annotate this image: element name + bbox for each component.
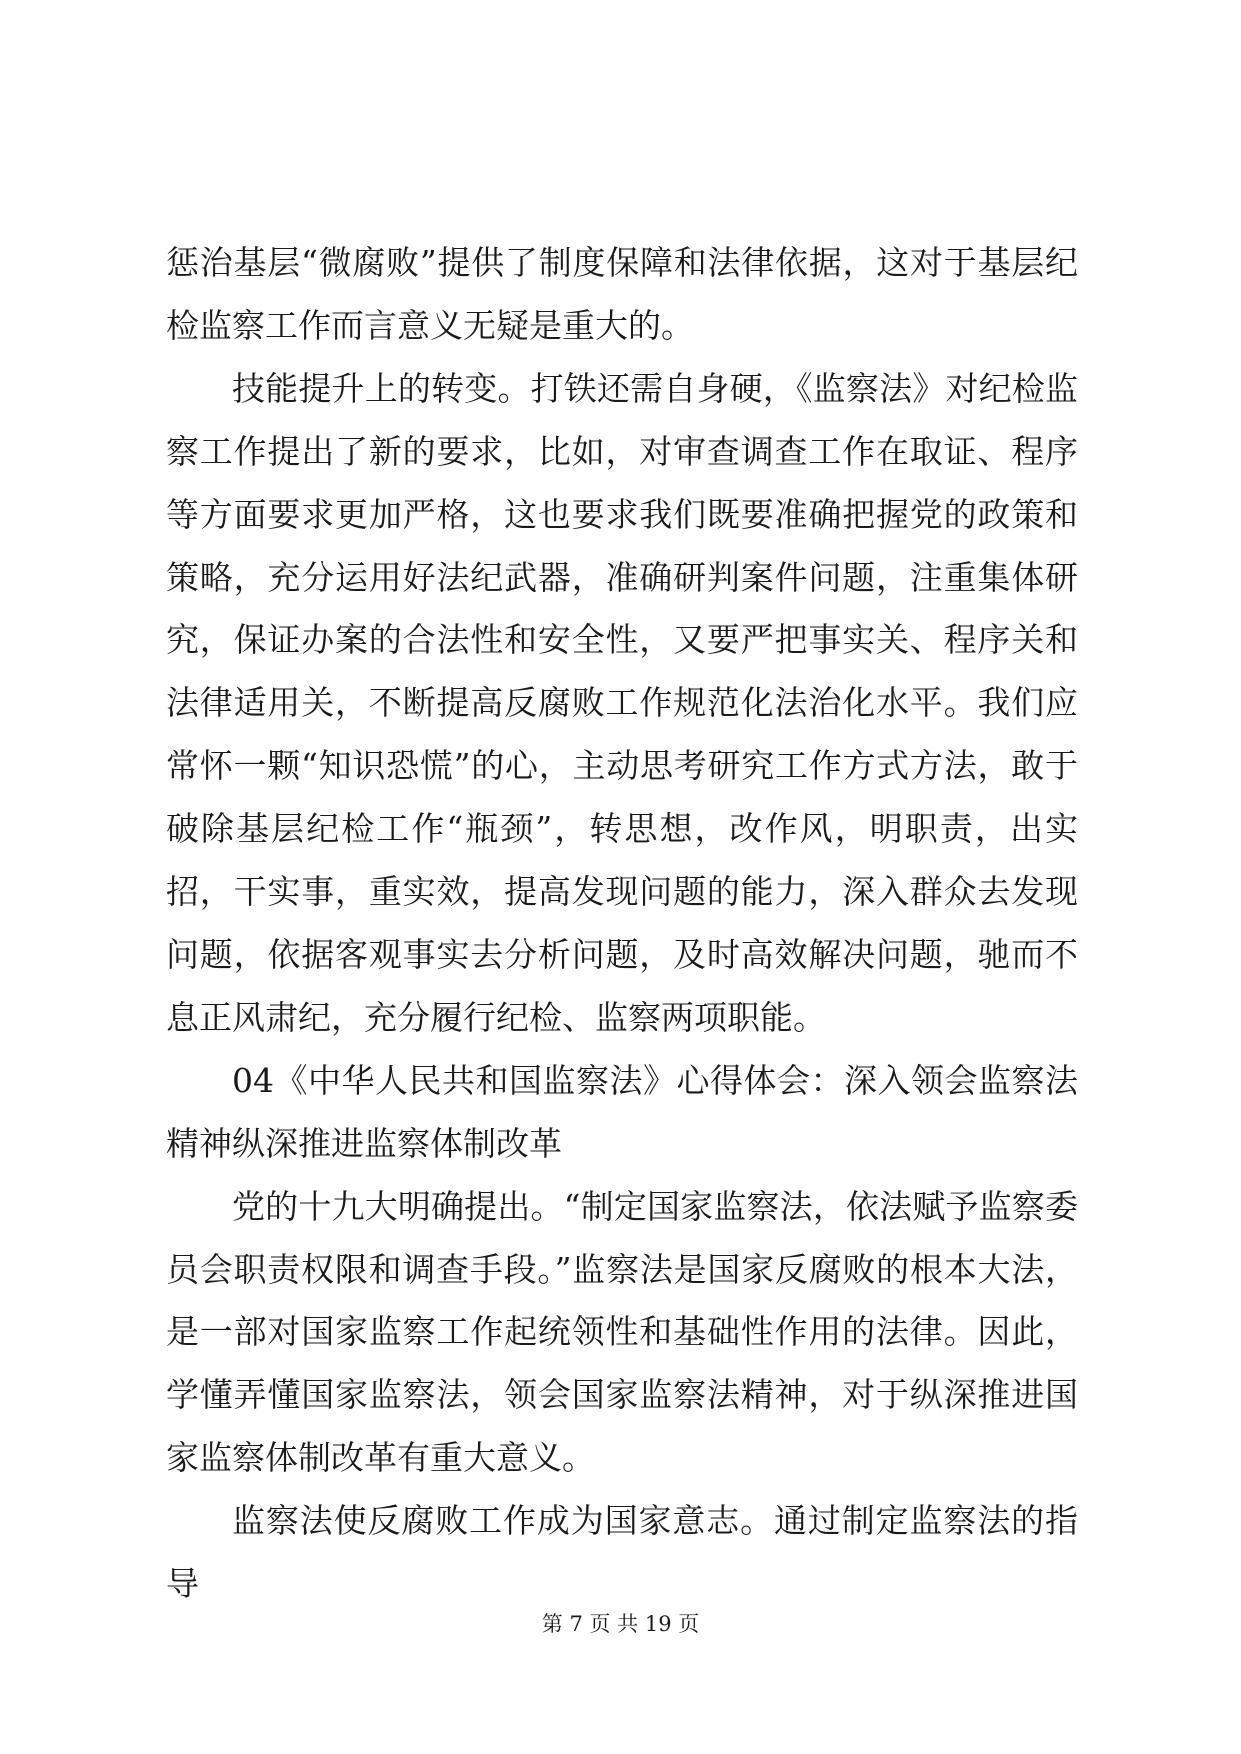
document-body (166, 232, 1078, 1616)
paragraph-nineteenth-congress: 党的十九大明确提出。“制定国家监察法，依法赋予监察委员会职责权限和调查手段。”监察法是国家反腐败的根本大法，是一部对国家监察工作起统领性和基础性作用的法律。因此，学懂弄懂国家监察法，领会国家监察法精神，对于纵深推进国家监察体制改革有重大意义。 (166, 1186, 1078, 1478)
section-heading-04: 04《中华人民共和国监察法》心得体会：深入领会监察法精神纵深推进监察体制改革 (166, 1060, 1078, 1163)
paragraph-skill-improvement: 技能提升上的转变。打铁还需自身硬，《监察法》对纪检监察工作提出了新的要求，比如，对审查调查工作在取证、程序等方面要求更加严格，这也要求我们既要准确把握党的政策和策略，充分运用好法纪武器，准确研判案件问题，注重集体研究，保证办案的合法性和安全性，又要严把事实关、程序关和法律适用关，不断提高反腐败工作规范化法治化水平。我们应常怀一颗“知识恐慌”的心，主动思考研究工作方式方法，敢于破除基层纪检工作“瓶颈”，转思想，改作风，明职责，出实招，干实事，重实效，提高发现问题的能力，深入群众去发现问题，依据客观事实去分析问题，及时高效解决问题，驰而不息正风肃纪，充分履行纪检、监察两项职能。 (166, 368, 1078, 1037)
paragraph-continuation: 惩治基层“微腐败”提供了制度保障和法律依据，这对于基层纪检监察工作而言意义无疑是重大的。 (166, 243, 1078, 345)
page-number-footer: 第 7 页 共 19 页 (541, 1612, 700, 1636)
paragraph-national-will: 监察法使反腐败工作成为国家意志。通过制定监察法的指导 (166, 1501, 1078, 1604)
